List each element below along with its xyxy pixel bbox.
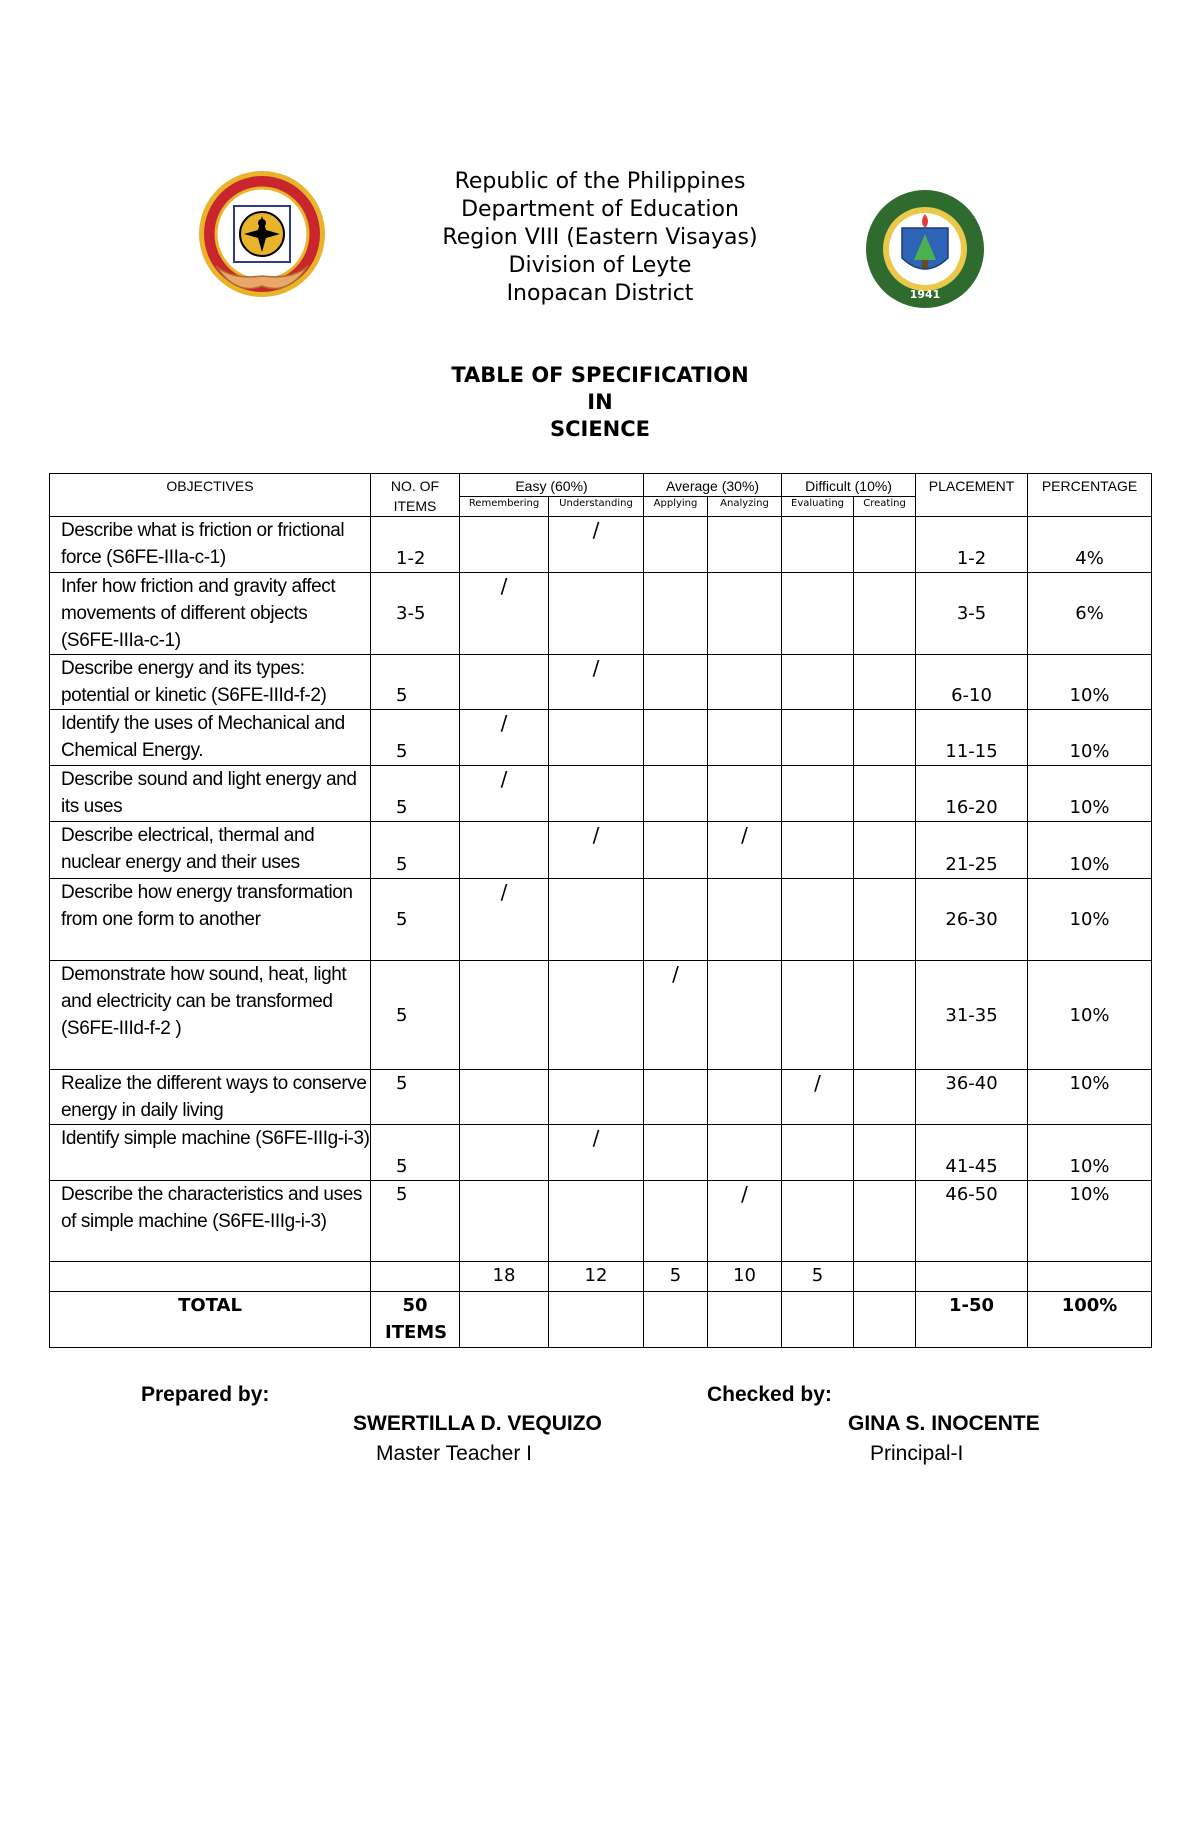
objective-cell: Demonstrate how sound, heat, light and electricity can be transformed (S6FE-IIId-f-2 ) (50, 961, 371, 1070)
subtotal-analyzing: 10 (708, 1262, 782, 1292)
placement-cell: 36-40 (916, 1070, 1028, 1125)
checked-by-name: GINA S. INOCENTE (848, 1412, 1040, 1435)
table-row (50, 573, 1152, 655)
percentage-cell: 4% (1028, 517, 1152, 573)
items-cell: 5 (371, 710, 460, 766)
check-mark: / (782, 1070, 854, 1125)
checked-by-label: Checked by: (707, 1383, 832, 1406)
check-mark: / (460, 710, 549, 766)
table-row (50, 766, 1152, 822)
percentage-cell: 10% (1028, 961, 1152, 1070)
placement-cell: 11-15 (916, 710, 1028, 766)
header-applying: Applying (644, 497, 708, 517)
header-creating: Creating (854, 497, 916, 517)
letterhead-district: Inopacan District (506, 281, 694, 306)
table-row (50, 710, 1152, 766)
header-objectives: OBJECTIVES (50, 474, 371, 517)
check-mark: / (549, 822, 644, 879)
letterhead-department: Department of Education (461, 197, 739, 222)
header-analyzing: Analyzing (708, 497, 782, 517)
percentage-cell: 10% (1028, 655, 1152, 710)
header-understanding: Understanding (549, 497, 644, 517)
document-title (0, 362, 1200, 443)
check-mark: / (644, 961, 708, 1070)
header-difficult: Difficult (10%) (782, 474, 916, 497)
subtotal-row (50, 1262, 1152, 1292)
check-mark: / (708, 1181, 782, 1262)
table-row (50, 1125, 1152, 1181)
total-row (50, 1292, 1152, 1348)
total-label: TOTAL (50, 1292, 371, 1348)
items-cell: 1-2 (371, 517, 460, 573)
items-cell: 5 (371, 822, 460, 879)
objective-cell: Describe how energy transformation from one form to another (50, 879, 371, 961)
placement-cell: 16-20 (916, 766, 1028, 822)
prepared-by-label: Prepared by: (141, 1383, 270, 1406)
prepared-by-title: Master Teacher I (376, 1442, 533, 1465)
objective-cell: Describe sound and light energy and its uses (50, 766, 371, 822)
header-evaluating: Evaluating (782, 497, 854, 517)
placement-cell: 26-30 (916, 879, 1028, 961)
items-cell: 3-5 (371, 573, 460, 655)
total-percentage: 100% (1028, 1292, 1152, 1348)
placement-cell: 6-10 (916, 655, 1028, 710)
table-row (50, 1181, 1152, 1262)
header-items: NO. OF ITEMS (371, 474, 460, 517)
subtotal-remembering: 18 (460, 1262, 549, 1292)
percentage-cell: 10% (1028, 822, 1152, 879)
percentage-cell: 10% (1028, 1181, 1152, 1262)
letterhead-division: Division of Leyte (508, 253, 692, 278)
items-cell: 5 (371, 1181, 460, 1262)
header-easy: Easy (60%) (460, 474, 644, 497)
prepared-by-name: SWERTILLA D. VEQUIZO (353, 1412, 602, 1435)
percentage-cell: 10% (1028, 1070, 1152, 1125)
percentage-cell: 10% (1028, 766, 1152, 822)
table-row (50, 961, 1152, 1070)
check-mark: / (460, 879, 549, 961)
placement-cell: 31-35 (916, 961, 1028, 1070)
placement-cell: 3-5 (916, 573, 1028, 655)
placement-cell: 41-45 (916, 1125, 1028, 1181)
header-percentage: PERCENTAGE (1028, 474, 1152, 517)
total-placement: 1-50 (916, 1292, 1028, 1348)
subtotal-applying: 5 (644, 1262, 708, 1292)
placement-cell: 1-2 (916, 517, 1028, 573)
objective-cell: Identify simple machine (S6FE-IIIg-i-3) (50, 1125, 371, 1181)
total-items: 50 ITEMS (371, 1292, 460, 1348)
percentage-cell: 6% (1028, 573, 1152, 655)
check-mark: / (549, 655, 644, 710)
check-mark: / (460, 766, 549, 822)
letterhead-region: Region VIII (Eastern Visayas) (442, 225, 758, 250)
items-cell: 5 (371, 1125, 460, 1181)
table-row (50, 655, 1152, 710)
percentage-cell: 10% (1028, 1125, 1152, 1181)
checked-by-title: Principal-I (870, 1442, 964, 1465)
items-cell: 5 (371, 961, 460, 1070)
items-cell: 5 (371, 879, 460, 961)
objective-cell: Describe the characteristics and uses of simple machine (S6FE-IIIg-i-3) (50, 1181, 371, 1262)
placement-cell: 21-25 (916, 822, 1028, 879)
objective-cell: Infer how friction and gravity affect movements of different objects (S6FE-IIIa-c-1) (50, 573, 371, 655)
school-seal-year: 1941 (909, 288, 941, 301)
items-cell: 5 (371, 766, 460, 822)
items-cell: 5 (371, 655, 460, 710)
percentage-cell: 10% (1028, 710, 1152, 766)
table-row (50, 822, 1152, 879)
letterhead-republic: Republic of the Philippines (454, 169, 746, 194)
placement-cell: 46-50 (916, 1181, 1028, 1262)
check-mark: / (549, 1125, 644, 1181)
title-line-3: SCIENCE (549, 417, 651, 441)
header-average: Average (30%) (644, 474, 782, 497)
header-remembering: Remembering (460, 497, 549, 517)
check-mark: / (708, 822, 782, 879)
subtotal-understanding: 12 (549, 1262, 644, 1292)
table-row (50, 517, 1152, 573)
table-row (50, 1070, 1152, 1125)
title-line-2: IN (587, 390, 613, 414)
subtotal-evaluating: 5 (782, 1262, 854, 1292)
title-line-1: TABLE OF SPECIFICATION (451, 363, 749, 387)
check-mark: / (549, 517, 644, 573)
items-cell: 5 (371, 1070, 460, 1125)
header-placement: PLACEMENT (916, 474, 1028, 517)
objective-cell: Describe what is friction or frictional force (S6FE-IIIa-c-1) (50, 517, 371, 573)
table-row (50, 879, 1152, 961)
percentage-cell: 10% (1028, 879, 1152, 961)
objective-cell: Describe energy and its types: potential or kinetic (S6FE-IIId-f-2) (50, 655, 371, 710)
objective-cell: Describe electrical, thermal and nuclear energy and their uses (50, 822, 371, 879)
specification-table (49, 473, 1152, 1348)
check-mark: / (460, 573, 549, 655)
objective-cell: Identify the uses of Mechanical and Chemical Energy. (50, 710, 371, 766)
letterhead (0, 168, 1200, 308)
objective-cell: Realize the different ways to conserve energy in daily living (50, 1070, 371, 1125)
